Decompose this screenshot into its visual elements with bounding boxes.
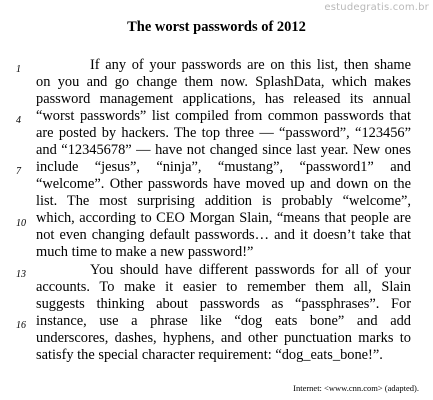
text-line: and “12345678” — have not changed since last year. New ones — [36, 142, 411, 158]
text-line: on you and go change them now. SplashData, which makes — [36, 74, 411, 90]
text-line: include “jesus”, “ninja”, “mustang”, “password1” and — [36, 159, 411, 175]
text-line: If any of your passwords are on this list, then shame — [90, 57, 411, 73]
text-line: not even changing default passwords… and it doesn’t take that — [36, 227, 411, 243]
watermark: estudegratis.com.br — [324, 2, 429, 13]
text-line: “welcome”. Other passwords have moved up and down on the — [36, 176, 411, 192]
line-number: 13 — [16, 269, 26, 280]
text-line: instance, use a phrase like “dog eats bone” and add — [36, 313, 411, 329]
text-line: are posted by hackers. The top three — “password”, “123456” — [36, 125, 411, 141]
source-citation: Internet: <www.cnn.com> (adapted). — [293, 383, 419, 393]
text-line: suggests thinking about passwords as “passphrases”. For — [36, 296, 411, 312]
text-line: accounts. To make it easier to remember them all, Slain — [36, 279, 411, 295]
text-line: You should have different passwords for all of your — [90, 262, 411, 278]
text-line: much time to make a new password!” — [36, 244, 254, 260]
text-line: satisfy the special character requirement: “dog_eats_bone!”. — [36, 347, 383, 363]
line-number: 4 — [16, 115, 21, 126]
text-line: “worst passwords” list compiled from common passwords that — [36, 108, 411, 124]
line-number: 7 — [16, 166, 21, 177]
line-number: 16 — [16, 320, 26, 331]
line-number: 1 — [16, 64, 21, 75]
text-line: underscores, dashes, hyphens, and other punctuation marks to — [36, 330, 411, 346]
text-line: which, according to CEO Morgan Slain, “means that people are — [36, 210, 411, 226]
text-line: list. The most surprising addition is probably “welcome”, — [36, 193, 411, 209]
text-line: password management applications, has released its annual — [36, 91, 411, 107]
page-title: The worst passwords of 2012 — [127, 19, 306, 35]
line-number: 10 — [16, 218, 26, 229]
